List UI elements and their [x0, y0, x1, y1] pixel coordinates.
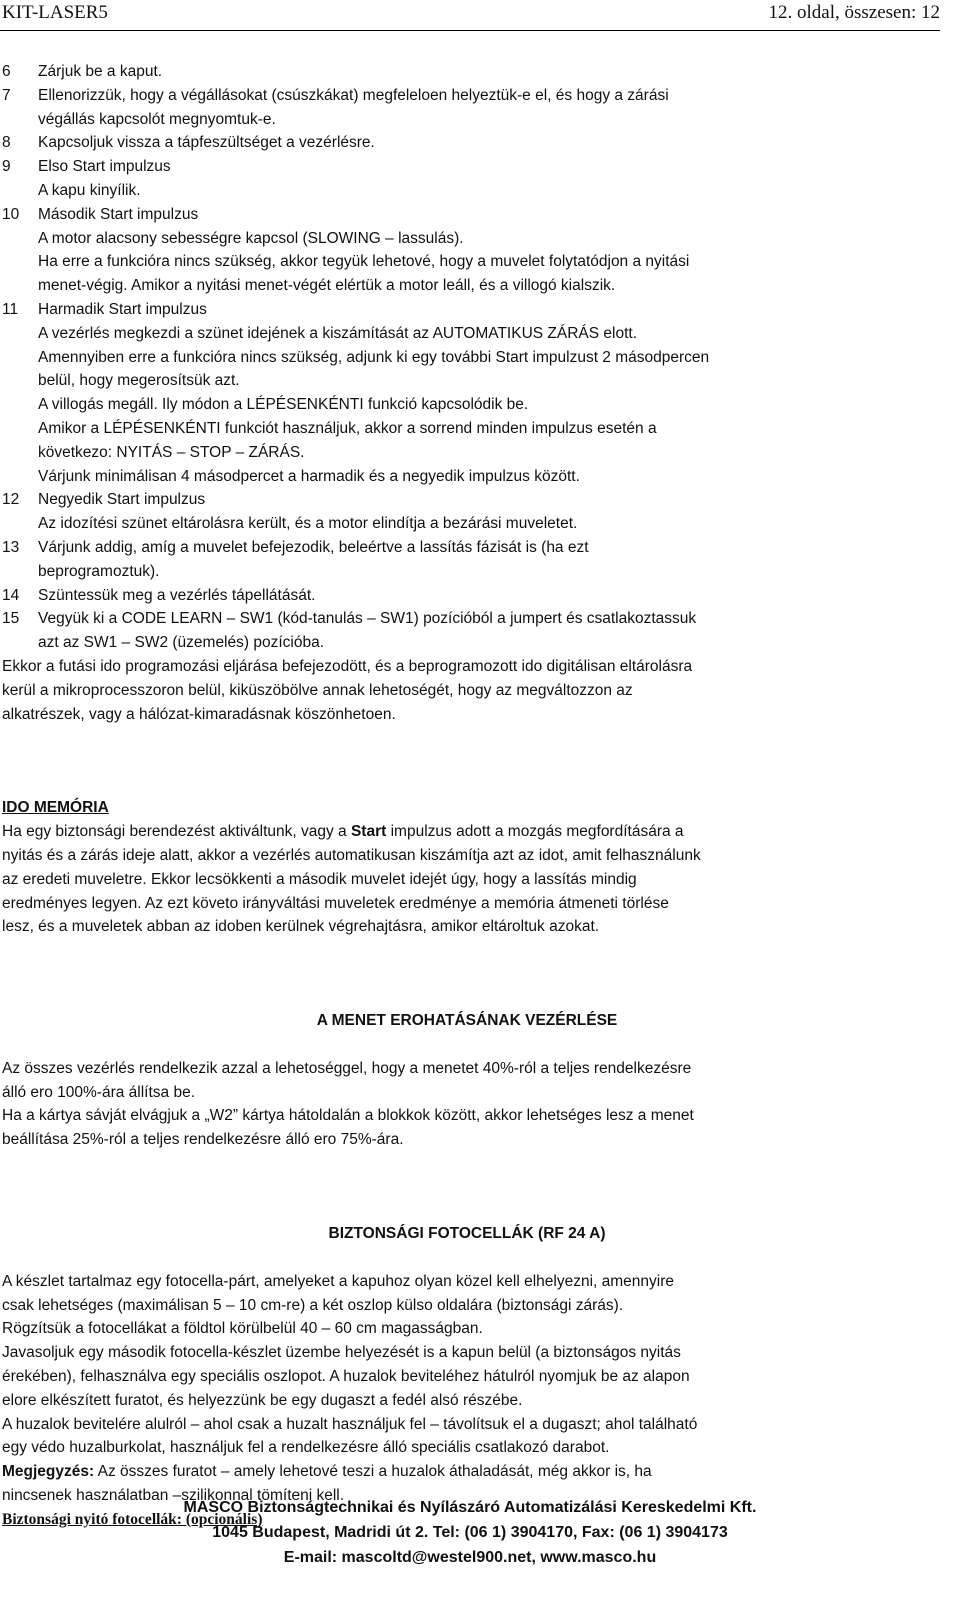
- step-number: 7: [2, 86, 11, 104]
- step-text: Negyedik Start impulzus: [38, 491, 206, 509]
- steps-list: [2, 60, 932, 655]
- step-text: Az idozítési szünet eltárolásra került, és a motor elindítja a bezárási muveletet.: [38, 515, 578, 533]
- company-address: 1045 Budapest, Madridi út 2. Tel: (06 1) 3904170, Fax: (06 1) 3904173: [212, 1524, 728, 1541]
- optional-photocells-link[interactable]: Biztonsági nyitó fotocellák: (opcionális): [2, 1510, 263, 1528]
- step-text: A motor alacsony sebességre kapcsol (SLOWING – lassulás).: [38, 229, 464, 247]
- note-label: Megjegyzés:: [2, 1463, 95, 1481]
- page-header: [0, 2, 940, 31]
- paragraph-line: Javasoljuk egy második fotocella-készlet üzembe helyezését is a kapun belül (a biztonságos nyitás: [2, 1344, 681, 1362]
- step-text: A vezérlés megkezdi a szünet idejének a kiszámítását az AUTOMATIKUS ZÁRÁS elott.: [38, 324, 638, 342]
- step-text: Második Start impulzus: [38, 205, 199, 223]
- step-text: következo: NYITÁS – STOP – ZÁRÁS.: [38, 443, 305, 461]
- section-title: IDO MEMÓRIA: [2, 799, 109, 817]
- paragraph-line: [2, 820, 932, 844]
- note-line: [2, 1460, 932, 1484]
- paragraph-line: nyitás és a zárás ideje alatt, akkor a vezérlés automatikusan kiszámítja azt az idot, amit felhasználunk: [2, 846, 701, 864]
- paragraph-line: csak lehetséges (maximálisan 5 – 10 cm-re) a két oszlop külso oldalára (biztonsági zárás).: [2, 1296, 624, 1314]
- section-fotocellak: [2, 1222, 932, 1532]
- doc-code: KIT-LASER5: [2, 2, 108, 23]
- paragraph-line: beállítása 25%-ról a teljes rendelkezésre álló ero 75%-ára.: [2, 1131, 404, 1149]
- page-number: 12. oldal, összesen: 12: [768, 2, 940, 23]
- text-run: Ha egy biztonsági berendezést aktiváltunk, vagy a: [2, 823, 351, 841]
- paragraph-line: Rögzítsük a fotocellákat a földtol körülbelül 40 – 60 cm magasságban.: [2, 1320, 483, 1338]
- step-number: 15: [2, 610, 20, 628]
- step-text: Zárjuk be a kaput.: [38, 63, 163, 80]
- paragraph-line: érekében), felhasználva egy speciális oszlopot. A huzalok beviteléhez hátulról nyomjuk be az alapon: [2, 1368, 690, 1386]
- step-text: A kapu kinyílik.: [38, 181, 141, 199]
- step-text: beprogramoztuk).: [38, 562, 160, 580]
- paragraph-line: nincsenek használatban –szilikonnal tömíteni kell.: [2, 1487, 345, 1505]
- step-11: [2, 298, 932, 488]
- paragraph-line: eredményes legyen. Az ezt követo irányváltási muveletek eredménye a memória átmeneti törlése: [2, 894, 669, 912]
- step-12: [2, 488, 932, 536]
- paragraph-line: alkatrészek, vagy a hálózat-kimaradásnak köszönhetoen.: [2, 705, 396, 723]
- step-text: belül, hogy megerosítsük azt.: [38, 372, 240, 390]
- step-number: 6: [2, 63, 11, 80]
- paragraph-line: Ekkor a futási ido programozási eljárása befejezodött, és a beprogramozott ido digitálisan eltárolásra: [2, 657, 693, 675]
- step-text: Vegyük ki a CODE LEARN – SW1 (kód-tanulás – SW1) pozícióból a jumpert és csatlakoztassuk: [38, 610, 697, 628]
- step-text: Várjunk minimálisan 4 másodpercet a harmadik és a negyedik impulzus között.: [38, 467, 580, 485]
- step-number: 14: [2, 586, 20, 604]
- step-text: végállás kapcsolót megnyomtuk-e.: [38, 110, 276, 128]
- section-ido-memoria: [2, 796, 932, 939]
- summary-paragraph: [2, 655, 932, 726]
- document-body: [2, 60, 932, 1532]
- paragraph-line: az eredeti muveletre. Ekkor lecsökkenti a második muvelet idejét úgy, hogy a lassítás mindig: [2, 870, 637, 888]
- paragraph-line: Ha a kártya sávját elvágjuk a „W2” kártya hátoldalán a blokkok között, akkor lehetséges lesz a menet: [2, 1107, 694, 1125]
- step-text: A villogás megáll. Ily módon a LÉPÉSENKÉNTI funkció kapcsolódik be.: [38, 396, 529, 414]
- company-contact: E-mail: mascoltd@westel900.net, www.masco.hu: [283, 1549, 657, 1566]
- paragraph-line: A készlet tartalmaz egy fotocella-párt, amelyeket a kapuhoz olyan közel kell elhelyezni, amennyire: [2, 1272, 675, 1290]
- step-14: [2, 584, 932, 608]
- paragraph-line: kerül a mikroprocesszoron belül, kiküszöbölve annak lehetoségét, hogy az megváltozzon az: [2, 681, 633, 699]
- paragraph-line: Az összes vezérlés rendelkezik azzal a lehetoséggel, hogy a menetet 40%-ról a teljes rendelkezésre: [2, 1059, 692, 1077]
- paragraph-line: A huzalok bevitelére alulról – ahol csak a huzalt használjuk fel – távolítsuk el a dugaszt; ahol található: [2, 1415, 698, 1433]
- step-text: Elso Start impulzus: [38, 158, 171, 176]
- company-name: MASCO Biztonságtechnikai és Nyílászáró Automatizálási Kereskedelmi Kft.: [183, 1499, 757, 1516]
- step-text: azt az SW1 – SW2 (üzemelés) pozícióba.: [38, 634, 325, 652]
- step-10: [2, 203, 932, 298]
- step-text: menet-végig. Amikor a nyitási menet-végét elértük a motor leáll, és a villogó kialszik.: [38, 277, 616, 295]
- step-number: 11: [2, 300, 19, 318]
- page-footer: [0, 1495, 940, 1570]
- text-run: impulzus adott a mozgás megfordítására a: [386, 823, 684, 841]
- step-text: Várjunk addig, amíg a muvelet befejezodik, beleértve a lassítás fázisát is (ha ezt: [38, 538, 589, 556]
- paragraph-line: álló ero 100%-ára állítsa be.: [2, 1083, 196, 1101]
- step-text: Harmadik Start impulzus: [38, 300, 207, 318]
- step-text: Kapcsoljuk vissza a tápfeszültséget a vezérlésre.: [38, 134, 375, 152]
- step-text: Amennyiben erre a funkcióra nincs szükség, adjunk ki egy további Start impulzust 2 másodpercen: [38, 348, 710, 366]
- step-number: 8: [2, 134, 11, 152]
- step-13: [2, 536, 932, 584]
- paragraph-line: egy védo huzalburkolat, használjuk fel a rendelkezésre álló speciális csatlakozó darabot.: [2, 1439, 610, 1457]
- section-title: A MENET EROHATÁSÁNAK VEZÉRLÉSE: [316, 1012, 618, 1030]
- bold-text: Start: [350, 823, 387, 841]
- step-15: [2, 607, 932, 655]
- text-run: Az összes furatot – amely lehetové teszi a huzalok áthaladását, még akkor is, ha: [94, 1463, 652, 1481]
- step-number: 13: [2, 538, 20, 556]
- section-menet: [2, 1009, 932, 1152]
- step-number: 12: [2, 491, 20, 509]
- step-text: Szüntessük meg a vezérlés tápellátását.: [38, 586, 316, 604]
- step-text: Ha erre a funkcióra nincs szükség, akkor tegyük lehetové, hogy a muvelet folytatódjon a nyitási: [38, 253, 690, 271]
- step-7: [2, 84, 932, 132]
- step-text: Amikor a LÉPÉSENKÉNTI funkciót használjuk, akkor a sorrend minden impulzus esetén a: [38, 419, 657, 437]
- step-9: [2, 155, 932, 203]
- step-8: [2, 131, 932, 155]
- step-number: 10: [2, 205, 20, 223]
- paragraph-line: lesz, és a muveletek abban az idoben kerülnek végrehajtásra, amikor eltároltuk azokat.: [2, 918, 600, 936]
- step-number: 9: [2, 158, 11, 176]
- paragraph-line: elore elkészített furatot, és helyezzünk be egy dugaszt a fedél alsó részébe.: [2, 1391, 523, 1409]
- section-title: BIZTONSÁGI FOTOCELLÁK (RF 24 A): [328, 1225, 606, 1243]
- step-6: [2, 60, 932, 84]
- step-text: Ellenorizzük, hogy a végállásokat (csúszkákat) megfeleloen helyeztük-e el, és hogy a zárási: [38, 86, 669, 104]
